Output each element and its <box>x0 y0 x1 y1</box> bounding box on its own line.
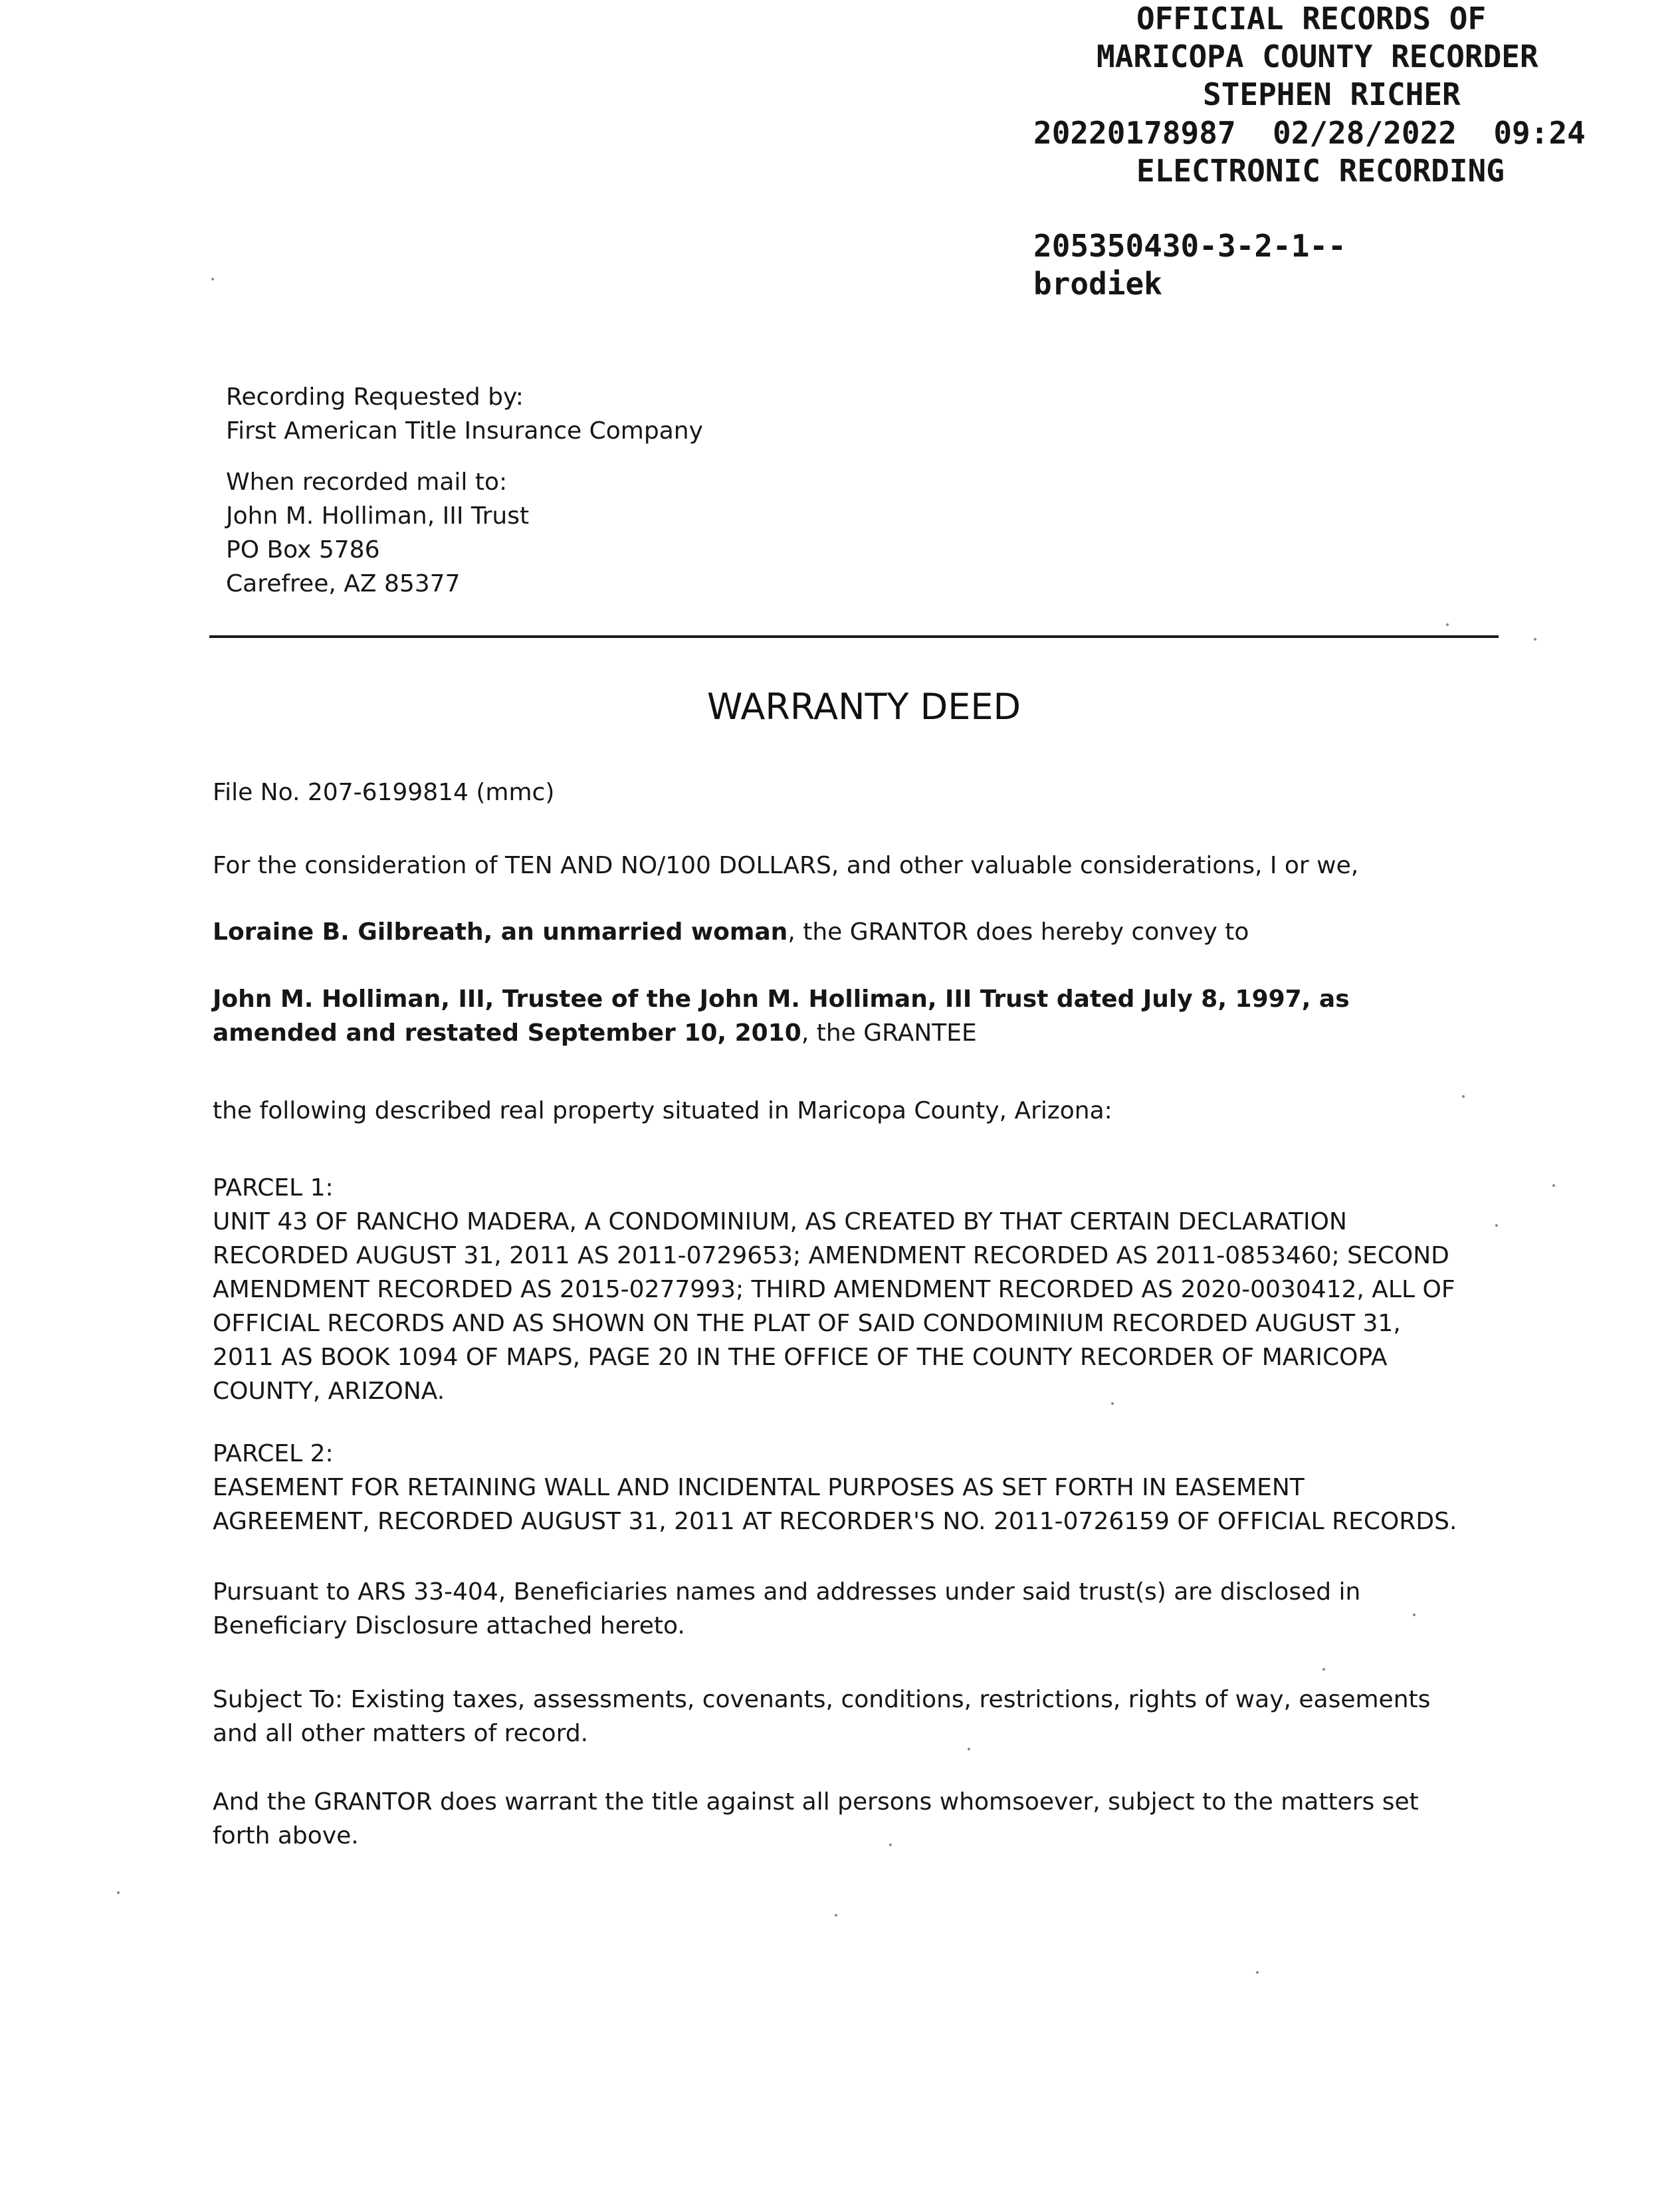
scan-speck <box>1322 1668 1325 1671</box>
scan-speck <box>1462 1095 1465 1098</box>
pursuant-line: Beneficiary Disclosure attached hereto. <box>213 1612 685 1639</box>
scan-speck <box>835 1914 837 1917</box>
stamp-recorder-name: STEPHEN RICHER <box>1203 76 1461 112</box>
stamp-reference-code: 205350430-3-2-1-- <box>1033 228 1346 264</box>
parcel-2-heading: PARCEL 2: <box>213 1440 334 1467</box>
parcel-1-line: OFFICIAL RECORDS AND AS SHOWN ON THE PLAT OF SAID CONDOMINIUM RECORDED AUGUST 31, <box>213 1310 1401 1337</box>
file-number: File No. 207-6199814 (mmc) <box>213 779 555 806</box>
stamp-county-recorder: MARICOPA COUNTY RECORDER <box>1097 39 1538 74</box>
scan-speck <box>117 1891 120 1894</box>
stamp-user: brodiek <box>1033 266 1162 302</box>
scan-speck <box>968 1748 970 1750</box>
grantor-name: Loraine B. Gilbreath, an unmarried woman <box>213 918 788 946</box>
parcel-2-line: AGREEMENT, RECORDED AUGUST 31, 2011 AT RECORDER'S NO. 2011-0726159 OF OFFICIAL RECORDS. <box>213 1508 1457 1535</box>
pursuant-line: Pursuant to ARS 33-404, Beneficiaries names and addresses under said trust(s) are disclosed in <box>213 1578 1361 1606</box>
subject-to-line: Subject To: Existing taxes, assessments, covenants, conditions, restrictions, rights of way, easements <box>213 1686 1431 1713</box>
subject-to-clause <box>213 1683 1505 1750</box>
scan-speck <box>1256 1971 1259 1974</box>
recording-requested-label: Recording Requested by: <box>226 383 524 411</box>
parcel-1-heading: PARCEL 1: <box>213 1174 334 1202</box>
scan-speck <box>1534 638 1536 641</box>
warranty-line: And the GRANTOR does warrant the title against all persons whomsoever, subject to the matters set <box>213 1788 1419 1816</box>
parcel-1-line: COUNTY, ARIZONA. <box>213 1378 445 1405</box>
grantee-suffix: , the GRANTEE <box>801 1019 977 1047</box>
parcel-2 <box>213 1437 1505 1538</box>
stamp-electronic-recording: ELECTRONIC RECORDING <box>1136 153 1505 189</box>
consideration-clause: For the consideration of TEN AND NO/100 DOLLARS, and other valuable considerations, I or we, <box>213 852 1359 879</box>
parcel-1-line: RECORDED AUGUST 31, 2011 AS 2011-0729653; AMENDMENT RECORDED AS 2011-0853460; SECOND <box>213 1242 1449 1269</box>
subject-to-line: and all other matters of record. <box>213 1720 589 1747</box>
grantor-clause <box>213 915 1505 949</box>
parcel-1-line: 2011 AS BOOK 1094 OF MAPS, PAGE 20 IN THE OFFICE OF THE COUNTY RECORDER OF MARICOPA <box>213 1344 1388 1371</box>
grantee-clause <box>213 982 1505 1050</box>
property-intro: the following described real property situated in Maricopa County, Arizona: <box>213 1097 1112 1124</box>
recording-requested-by: First American Title Insurance Company <box>226 417 703 445</box>
recorder-stamp <box>1033 0 1671 341</box>
scan-speck <box>1495 1224 1498 1227</box>
parcel-2-line: EASEMENT FOR RETAINING WALL AND INCIDENTAL PURPOSES AS SET FORTH IN EASEMENT <box>213 1474 1305 1501</box>
scan-speck <box>1446 623 1449 626</box>
mail-to-city: Carefree, AZ 85377 <box>226 570 461 597</box>
warranty-clause <box>213 1785 1505 1853</box>
stamp-official-records: OFFICIAL RECORDS OF <box>1136 1 1487 37</box>
parcel-1-line: UNIT 43 OF RANCHO MADERA, A CONDOMINIUM, AS CREATED BY THAT CERTAIN DECLARATION <box>213 1208 1347 1235</box>
mail-to-name: John M. Holliman, III Trust <box>226 502 530 530</box>
scan-speck <box>1552 1184 1555 1187</box>
mail-to-box: PO Box 5786 <box>226 536 380 564</box>
grantee-line-2: amended and restated September 10, 2010 <box>213 1019 801 1047</box>
scan-speck <box>889 1843 892 1846</box>
grantee-line-1: John M. Holliman, III, Trustee of the John M. Holliman, III Trust dated July 8, 1997, as <box>213 986 1350 1013</box>
pursuant-clause <box>213 1575 1505 1643</box>
warranty-line: forth above. <box>213 1822 359 1849</box>
header-divider <box>209 635 1499 638</box>
parcel-1 <box>213 1171 1505 1408</box>
scan-speck <box>1413 1614 1416 1616</box>
parcel-1-line: AMENDMENT RECORDED AS 2015-0277993; THIRD AMENDMENT RECORDED AS 2020-0030412, ALL OF <box>213 1276 1455 1303</box>
recording-info <box>226 380 703 601</box>
stamp-record-number-date: 20220178987 02/28/2022 09:24 <box>1033 115 1586 151</box>
mail-to-label: When recorded mail to: <box>226 469 508 496</box>
scan-speck <box>211 278 214 280</box>
document-title: WARRANTY DEED <box>706 686 1021 728</box>
grantor-suffix: , the GRANTOR does hereby convey to <box>788 918 1249 946</box>
scan-speck <box>1111 1402 1114 1405</box>
